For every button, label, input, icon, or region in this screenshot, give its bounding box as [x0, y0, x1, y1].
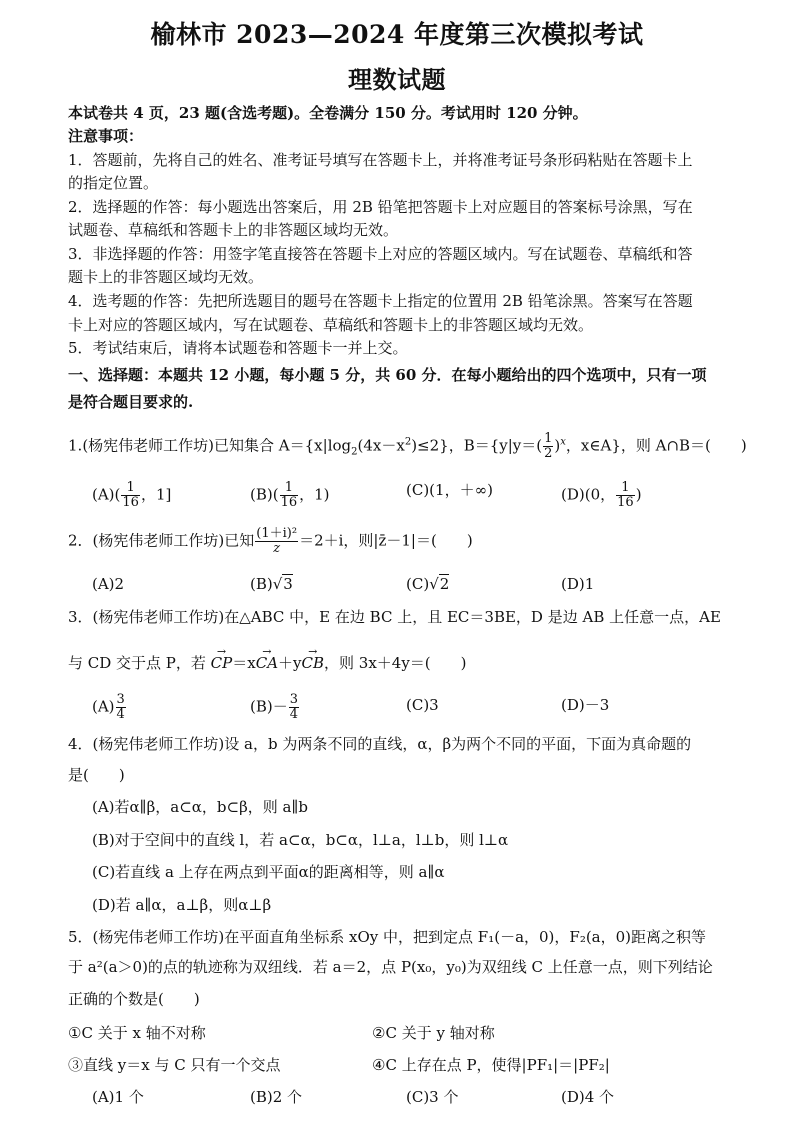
question-5-option-b: (B)2 个 [250, 1088, 303, 1106]
vector-cp: → CP [211, 654, 233, 672]
question-1-option-b: (B)( $\frac{1}{16}$ ，1) [250, 480, 330, 510]
question-4-option-b: (B)对于空间中的直线 l，若 a⊂α，b⊂α，l⊥a，l⊥b，则 l⊥α [92, 831, 509, 849]
question-1-option-d: (D)(0， $\frac{1}{16}$ ) [561, 480, 642, 510]
note-3-line-2: 题卡上的非答题区域均无效。 [68, 268, 264, 286]
question-5-stem-line-2: 于 a²(a＞0)的点的轨迹称为双纽线．若 a＝2，点 P(x₀，y₀)为双纽线 C 上任意一点，则下列结论 [68, 958, 713, 976]
question-1-text-tail2: ，x∈A}，则 A∩B＝( ) [565, 436, 747, 455]
question-1-number: 1. [68, 436, 83, 455]
note-3-line-1: 3．非选择题的作答：用签字笔直接答在答题卡上对应的答题区域内。写在试题卷、草稿纸和答 [68, 245, 693, 263]
exam-summary: 本试卷共 4 页，23 题(含选考题)。全卷满分 150 分。考试用时 120 分钟。 [68, 104, 588, 122]
question-3-stem-line-1: 3．(杨宪伟老师工作坊)在△ABC 中，E 在边 BC 上，且 EC＝3BE，D 是边 AB 上任意一点，AE [68, 608, 721, 626]
question-5-option-d: (D)4 个 [561, 1088, 615, 1106]
question-1-text-post: )≤2}，B＝{y|y＝( [411, 436, 543, 455]
note-4-line-2: 卡上对应的答题区域内，写在试题卷、草稿纸和答题卡上的非答题区域均无效。 [68, 316, 594, 334]
note-1-line-2: 的指定位置。 [68, 174, 159, 192]
question-1-text-mid: (4x－x [357, 436, 405, 455]
question-1-text-tail: ) [554, 436, 561, 455]
question-4-option-d: (D)若 a∥α，a⊥β，则α⊥β [92, 896, 272, 914]
question-2-option-c: (C)√2 [406, 575, 450, 593]
question-2-option-d: (D)1 [561, 575, 595, 593]
section-1-heading-line-2: 是符合题目要求的. [68, 393, 194, 411]
question-3-option-c: (C)3 [406, 696, 439, 714]
question-5-stem-line-1: 5．(杨宪伟老师工作坊)在平面直角坐标系 xOy 中，把到定点 F₁(－a，0)，F₂(a，0)距离之积等 [68, 928, 707, 946]
question-1-stem: 1.(杨宪伟老师工作坊)已知集合 $A=\{x|\log_2(4x-x^2)\le 2\}$，B＝{y|y＝( $\frac{1}{2}$ )$^x$，x∈A}，则 A∩B＝( ) [68, 431, 747, 461]
question-2-fraction: $\frac{\text{(1＋i)²}}{z}$ [256, 526, 298, 556]
question-3-stem-line-2: 与 CD 交于点 P，若 → CP＝x→ CA＋y→ CB，则 3x＋4y＝( ) [68, 654, 467, 672]
question-2-option-a: (A)2 [92, 575, 125, 593]
note-1-line-1: 1．答题前，先将自己的姓名、准考证号填写在答题卡上，并将准考证号条形码粘贴在答题卡上 [68, 151, 693, 169]
question-1-text-pre: 已知集合 A＝{x|log [214, 436, 352, 455]
question-3-number: 3． [68, 608, 93, 626]
question-2-number: 2． [68, 531, 93, 550]
vector-cb: → CB [302, 654, 325, 672]
question-5-number: 5． [68, 928, 93, 946]
note-2-line-1: 2．选择题的作答：每小题选出答案后，用 2B 铅笔把答题卡上对应题目的答案标号涂黑，写在 [68, 198, 693, 216]
question-1-base-fraction: $\frac{1}{2}$ [544, 431, 553, 461]
exam-subtitle: 理数试题 [348, 65, 446, 94]
section-1-heading-line-1: 一、选择题：本题共 12 小题，每小题 5 分，共 60 分．在每小题给出的四个选项中，只有一项 [68, 366, 707, 384]
question-5-statement-2: ②C 关于 y 轴对称 [372, 1024, 495, 1042]
question-3-option-b: (B)－ $\frac{3}{4}$ [250, 692, 299, 722]
question-5-stem-line-3: 正确的个数是( ) [68, 990, 200, 1008]
question-4-stem-line-1: 4．(杨宪伟老师工作坊)设 a，b 为两条不同的直线，α，β为两个不同的平面，下面为真命题的 [68, 735, 692, 753]
question-5-option-c: (C)3 个 [406, 1088, 459, 1106]
exam-title: 榆林市 2023—2024 年度第三次模拟考试 [150, 20, 644, 49]
question-2-source: (杨宪伟老师工作坊) [92, 531, 225, 550]
question-2-option-b: (B)√3 [250, 575, 293, 593]
question-4-stem-line-2: 是( ) [68, 766, 125, 784]
note-5: 5．考试结束后，请将本试题卷和答题卡一并上交。 [68, 339, 408, 357]
question-5-source: (杨宪伟老师工作坊) [92, 928, 225, 946]
question-5-option-a: (A)1 个 [92, 1088, 144, 1106]
question-3-option-a: (A) $\frac{3}{4}$ [92, 692, 125, 722]
question-3-option-d: (D)－3 [561, 696, 610, 714]
question-5-statement-1: ①C 关于 x 轴不对称 [68, 1024, 206, 1042]
note-2-line-2: 试题卷、草稿纸和答题卡上的非答题区域均无效。 [68, 221, 399, 239]
question-3-source: (杨宪伟老师工作坊) [92, 608, 225, 626]
question-1-source: (杨宪伟老师工作坊) [82, 436, 215, 455]
question-4-option-a: (A)若α∥β，a⊂α，b⊂β，则 a∥b [92, 798, 308, 816]
question-4-option-c: (C)若直线 a 上存在两点到平面α的距离相等，则 a∥α [92, 863, 445, 881]
question-4-number: 4． [68, 735, 93, 753]
question-2-stem: 2．(杨宪伟老师工作坊)已知 $\frac{\text{(1＋i)²}}{z}$ ＝2＋i，则|z̄－1|＝( ) [68, 526, 473, 556]
notes-heading: 注意事项： [68, 127, 144, 145]
vector-ca: → CA [256, 654, 278, 672]
question-5-statement-3: ③直线 y＝x 与 C 只有一个交点 [68, 1056, 281, 1074]
note-4-line-1: 4．选考题的作答：先把所选题目的题号在答题卡上指定的位置用 2B 铅笔涂黑。答案写在答题 [68, 292, 693, 310]
question-1-option-c: (C)(1，＋∞) [406, 481, 493, 499]
question-1-option-a: (A)( $\frac{1}{16}$ ，1] [92, 480, 172, 510]
question-5-statement-4: ④C 上存在点 P，使得|PF₁|＝|PF₂| [372, 1056, 610, 1074]
question-4-source: (杨宪伟老师工作坊) [92, 735, 225, 753]
